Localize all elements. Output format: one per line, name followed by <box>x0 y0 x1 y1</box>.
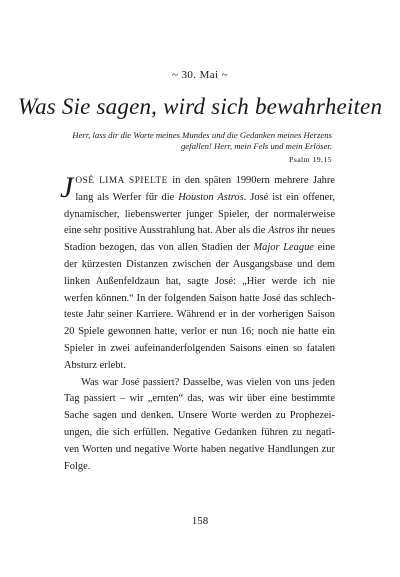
paragraph-1-text-b: . José ist ein offener, dynamischer, liebenswerter junger Spieler, der normalerweise eine sehr positive Ausstrahlung hat. Aber als die <box>64 191 335 237</box>
team-name-italic: Houston Astros <box>178 191 244 203</box>
paragraph-2: Was war José passiert? Dasselbe, was vielen von uns jeden Tag passiert – wir „ernten“ das, was wir über eine bestimmte Sache sagen und denken. Unsere Worte werden zu Prophezeiungen, die sich erfüllen. Negative Gedanken führen zu negativen Worten und negative Worte haben negative Handlungen zur Folge. <box>64 376 335 472</box>
paragraph-1 <box>60 171 336 375</box>
paragraph-1-text-a: in den späten 1990ern mehrere Jahre lang als Werfer für die <box>75 175 335 203</box>
paragraph-1-text-d: eine der kürzesten Distanzen zwischen der Ausgangsbase und dem linken Außenfeldzaun hat, sagte José: „Hier werde ich nie werfen können.“ In der folgenden Saison hatte José das schlechteste Jahr seiner Karriere. Während er in der vorherigen Saison 20 Spiele gewonnen hatte, verlor er nun 16; noch nie hatte ein Spieler in zwei aufeinanderfolgenden Saisons einen so fatalen Absturz erlebt. <box>64 242 336 371</box>
devotional-title: Was Sie sagen, wird sich bewahrheiten <box>17 94 383 119</box>
epigraph-reference: Psalm 19,15 <box>289 154 332 164</box>
paragraph-1-text-c: ihr neues Stadion bezogen, das von allen Stadien der <box>64 225 336 254</box>
lead-in-small-caps: OSÉ LIMA SPIELTE <box>75 176 168 186</box>
date-heading: ~ 30. Mai ~ <box>171 69 229 81</box>
page-number: 158 <box>191 515 209 527</box>
drop-cap: J <box>60 171 74 204</box>
team-short-italic: Astros <box>268 225 295 237</box>
epigraph-text: Herr, lass dir die Worte meines Mundes und die Gedanken meines Herzens gefallen! Herr, mein Fels und mein Erlöser. <box>72 130 332 152</box>
league-name-italic: Major League <box>253 242 314 254</box>
body-text <box>60 171 336 475</box>
epigraph <box>70 130 332 165</box>
